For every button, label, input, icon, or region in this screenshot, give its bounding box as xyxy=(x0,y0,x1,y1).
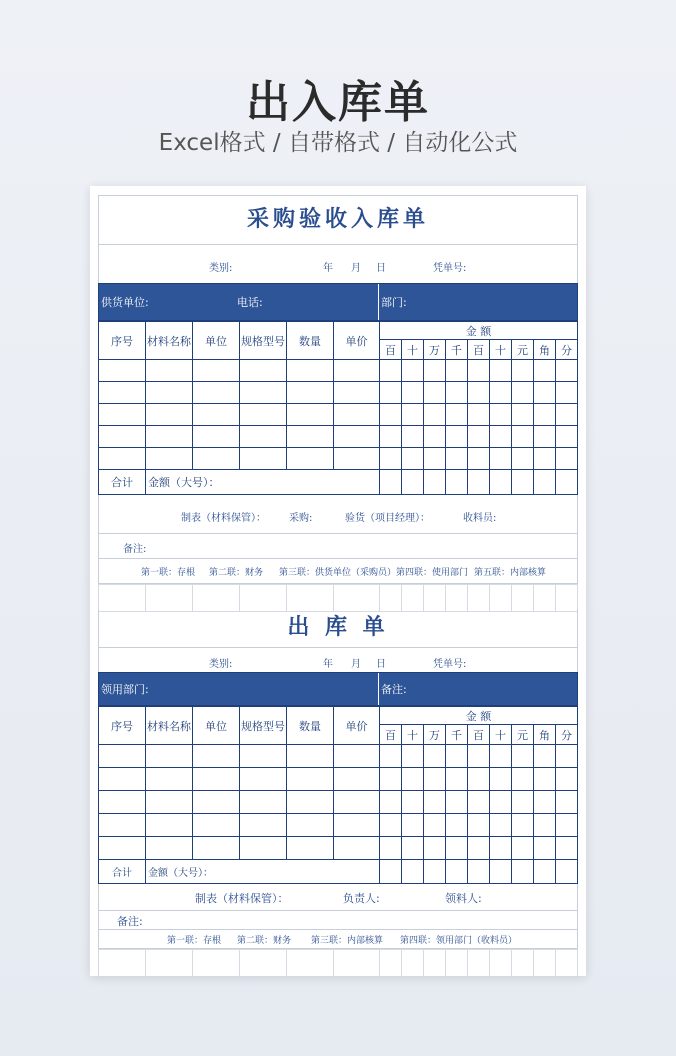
copy-label: 第五联：内部核算 xyxy=(474,568,547,578)
copy-label: 第二联：财务 xyxy=(237,936,292,946)
voucher-label: 凭单号: xyxy=(433,263,467,274)
col-header: 材料名称 xyxy=(146,322,193,360)
digit-header: 十 xyxy=(490,725,512,745)
digit-header: 角 xyxy=(534,340,556,360)
digit-header: 分 xyxy=(556,725,578,745)
day-label: 日 xyxy=(376,659,386,670)
col-header: 数量 xyxy=(287,707,334,745)
remark-label: 备注: xyxy=(117,915,143,928)
table-row xyxy=(99,404,578,426)
copy-label: 第三联：内部核算 xyxy=(311,936,384,946)
banner-subtitle: Excel格式 / 自带格式 / 自动化公式 xyxy=(158,130,518,156)
digit-header: 千 xyxy=(446,725,468,745)
amount-upper-label: 金额（大号）： xyxy=(146,860,380,884)
amount-header: 金 额 xyxy=(380,707,578,725)
inspect-label: 验货（项目经理）： xyxy=(345,513,430,524)
form-title: 出 库 单 xyxy=(98,609,578,648)
supplier-label: 供货单位: xyxy=(101,296,149,309)
voucher-label: 凭单号: xyxy=(433,659,467,670)
signature-row xyxy=(98,495,578,534)
remark-row xyxy=(98,911,578,930)
total-label: 合计 xyxy=(99,860,146,884)
col-header: 规格型号 xyxy=(240,322,287,360)
digit-header: 分 xyxy=(556,340,578,360)
table-row xyxy=(99,745,578,768)
copy-label: 第三联：供货单位（采购员） xyxy=(279,568,397,578)
col-header: 序号 xyxy=(99,707,146,745)
digit-header: 百 xyxy=(380,340,402,360)
copy-label: 第一联：存根 xyxy=(141,568,196,578)
amount-header: 金 额 xyxy=(380,322,578,340)
table-row xyxy=(99,791,578,814)
digit-header: 十 xyxy=(490,340,512,360)
spreadsheet-preview xyxy=(90,186,586,976)
signature-row xyxy=(98,884,578,911)
col-header: 数量 xyxy=(287,322,334,360)
dept-bar xyxy=(98,672,578,706)
receiver-label: 领料人: xyxy=(445,892,482,905)
digit-header: 十 xyxy=(402,340,424,360)
amount-upper-label: 金额（大号）： xyxy=(146,470,380,495)
maker-label: 制表（材料保管）： xyxy=(181,513,266,524)
receiver-label: 收料员: xyxy=(463,513,497,524)
month-label: 月 xyxy=(351,263,361,274)
outbound-form xyxy=(98,609,578,977)
total-label: 合计 xyxy=(99,470,146,495)
col-header: 规格型号 xyxy=(240,707,287,745)
col-header: 单位 xyxy=(193,707,240,745)
form-meta-row xyxy=(98,648,578,672)
day-label: 日 xyxy=(376,263,386,274)
month-label: 月 xyxy=(351,659,361,670)
category-label: 类别: xyxy=(209,659,233,670)
table-row xyxy=(99,382,578,404)
year-label: 年 xyxy=(323,659,333,670)
col-header: 单价 xyxy=(334,707,380,745)
remark-label: 备注: xyxy=(123,544,147,555)
col-header: 单价 xyxy=(334,322,380,360)
copies-row xyxy=(98,930,578,949)
spacer-grid xyxy=(98,584,578,612)
digit-header: 千 xyxy=(446,340,468,360)
form-title: 采购验收入库单 xyxy=(98,195,578,245)
digit-header: 百 xyxy=(468,725,490,745)
copy-label: 第四联：领用部门（收料员） xyxy=(400,936,518,946)
digit-header: 万 xyxy=(424,340,446,360)
maker-label: 制表（材料保管）： xyxy=(195,892,289,905)
phone-label: 电话: xyxy=(237,296,263,309)
digit-header: 元 xyxy=(512,725,534,745)
supplier-bar xyxy=(98,283,578,321)
total-row xyxy=(99,470,578,495)
table-row xyxy=(99,426,578,448)
spacer-grid xyxy=(98,949,578,977)
copies-row xyxy=(98,559,578,584)
purchase-receipt-form xyxy=(98,195,578,612)
copy-label: 第一联：存根 xyxy=(167,936,222,946)
form-meta-row xyxy=(98,245,578,283)
remark-label: 备注: xyxy=(381,683,407,696)
category-label: 类别: xyxy=(209,263,233,274)
col-header: 单位 xyxy=(193,322,240,360)
table-row xyxy=(99,360,578,382)
digit-header: 十 xyxy=(402,725,424,745)
year-label: 年 xyxy=(323,263,333,274)
remark-row xyxy=(98,534,578,559)
digit-header: 百 xyxy=(468,340,490,360)
copy-label: 第四联：使用部门 xyxy=(396,568,469,578)
owner-label: 负责人: xyxy=(343,892,380,905)
table-row xyxy=(99,814,578,837)
dept-label: 部门: xyxy=(381,296,407,309)
total-row xyxy=(99,860,578,884)
digit-header: 万 xyxy=(424,725,446,745)
table-row xyxy=(99,837,578,860)
digit-header: 角 xyxy=(534,725,556,745)
item-table xyxy=(98,321,578,495)
table-row xyxy=(99,448,578,470)
col-header: 材料名称 xyxy=(146,707,193,745)
copy-label: 第二联：财务 xyxy=(209,568,264,578)
item-table xyxy=(98,706,578,884)
banner-title: 出入库单 xyxy=(246,77,430,128)
table-row xyxy=(99,768,578,791)
col-header: 序号 xyxy=(99,322,146,360)
purchase-label: 采购: xyxy=(289,513,313,524)
digit-header: 百 xyxy=(380,725,402,745)
dept-label: 领用部门: xyxy=(101,683,149,696)
digit-header: 元 xyxy=(512,340,534,360)
